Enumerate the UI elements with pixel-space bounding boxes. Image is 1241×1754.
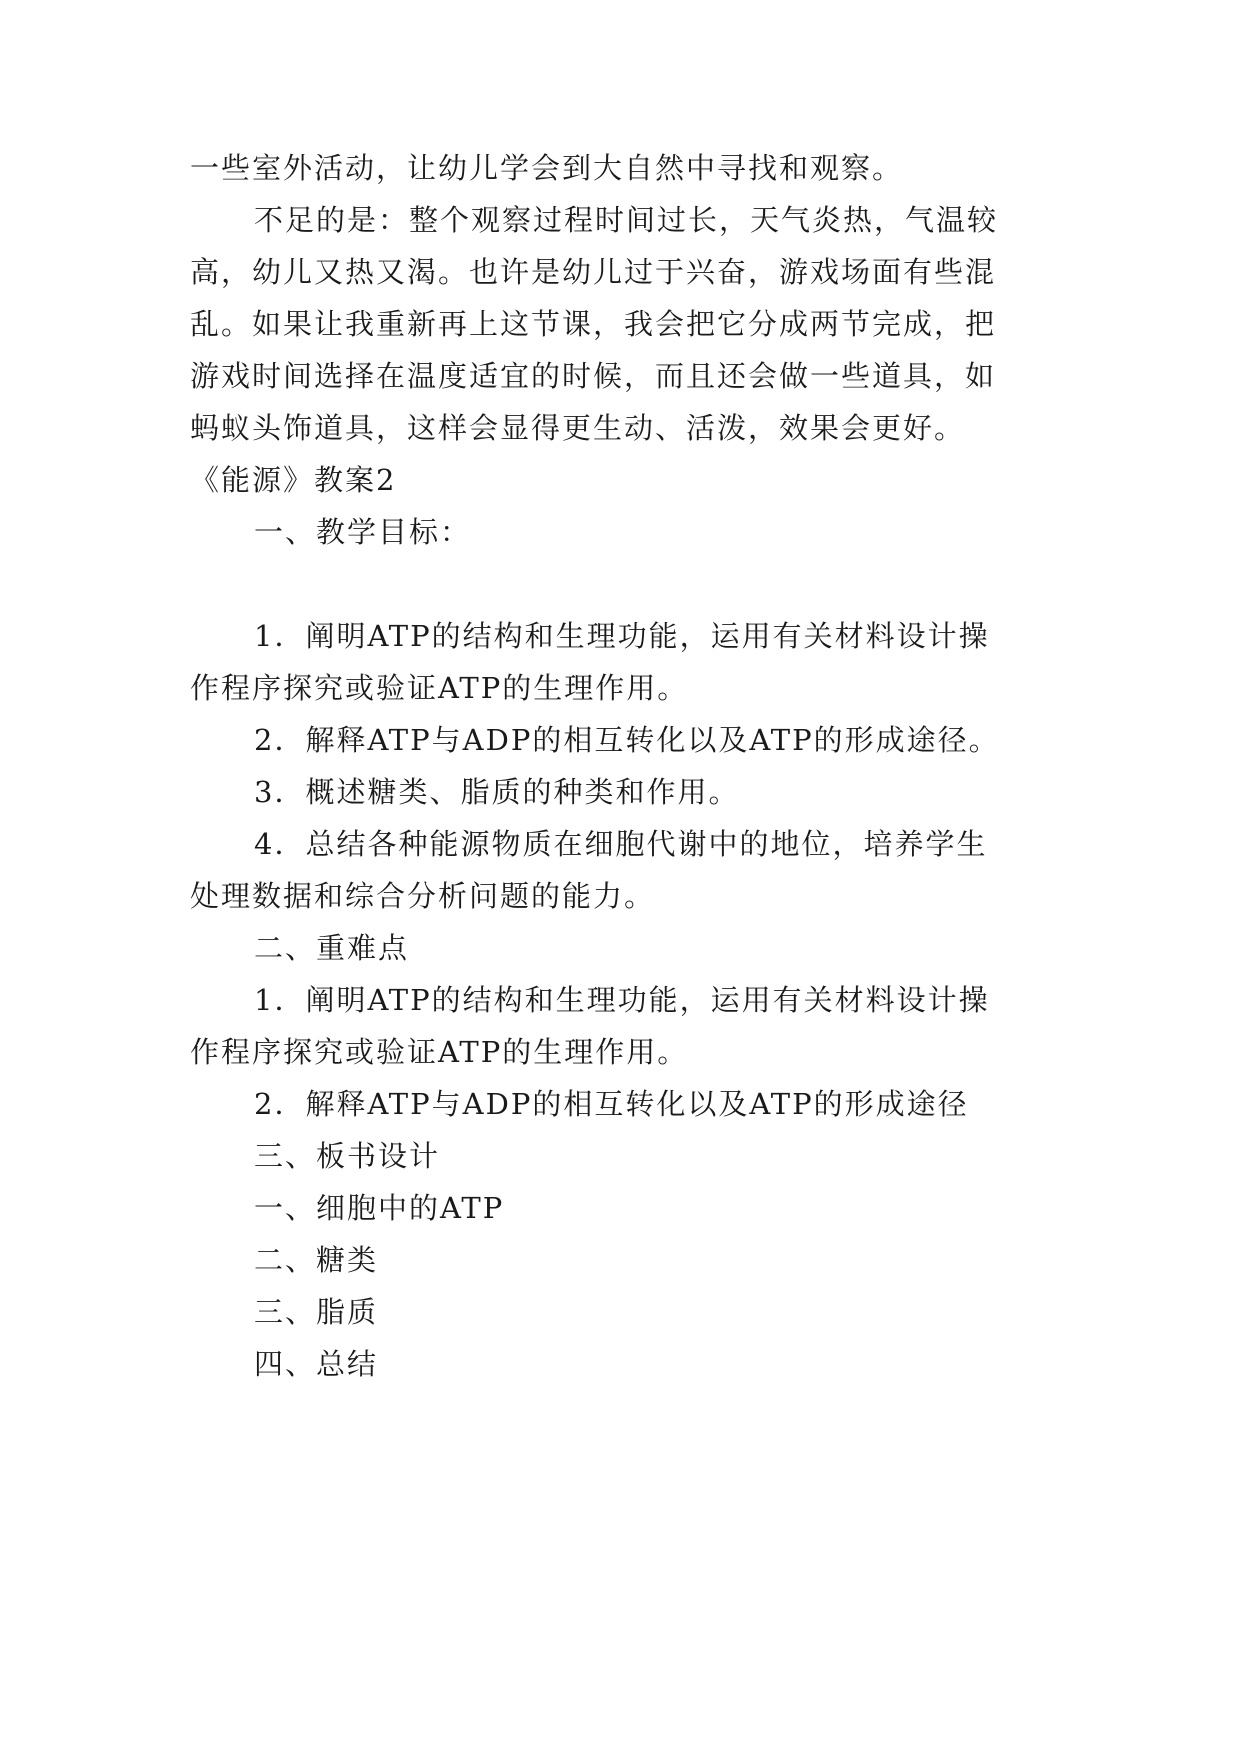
list-item: 1．阐明ATP的结构和生理功能，运用有关材料设计操 — [254, 983, 990, 1017]
paragraph-line: 不足的是：整个观察过程时间过长，天气炎热，气温较 — [254, 203, 999, 237]
list-item: 2．解释ATP与ADP的相互转化以及ATP的形成途径。 — [254, 723, 1000, 757]
section-heading: 二、重难点 — [254, 931, 410, 965]
list-item-continuation: 作程序探究或验证ATP的生理作用。 — [190, 671, 689, 705]
outline-item: 二、糖类 — [254, 1243, 379, 1277]
paragraph-line: 蚂蚁头饰道具，这样会显得更生动、活泼，效果会更好。 — [190, 411, 966, 445]
outline-item: 三、脂质 — [254, 1295, 379, 1329]
paragraph-line: 一些室外活动，让幼儿学会到大自然中寻找和观察。 — [190, 151, 904, 185]
list-item-continuation: 处理数据和综合分析问题的能力。 — [190, 879, 656, 913]
list-item-continuation: 作程序探究或验证ATP的生理作用。 — [190, 1035, 689, 1069]
list-item: 1．阐明ATP的结构和生理功能，运用有关材料设计操 — [254, 619, 990, 653]
list-item: 4．总结各种能源物质在细胞代谢中的地位，培养学生 — [254, 827, 988, 861]
paragraph-line: 游戏时间选择在温度适宜的时候，而且还会做一些道具，如 — [190, 359, 997, 393]
paragraph-line: 乱。如果让我重新再上这节课，我会把它分成两节完成，把 — [190, 307, 997, 341]
section-title: 《能源》教案2 — [190, 463, 397, 497]
outline-item: 一、细胞中的ATP — [254, 1191, 505, 1225]
section-heading: 一、教学目标： — [254, 515, 472, 549]
paragraph-line: 高，幼儿又热又渴。也许是幼儿过于兴奋，游戏场面有些混 — [190, 255, 997, 289]
list-item: 2．解释ATP与ADP的相互转化以及ATP的形成途径 — [254, 1087, 969, 1121]
section-heading: 三、板书设计 — [254, 1139, 441, 1173]
outline-item: 四、总结 — [254, 1347, 379, 1381]
list-item: 3．概述糖类、脂质的种类和作用。 — [254, 775, 740, 809]
